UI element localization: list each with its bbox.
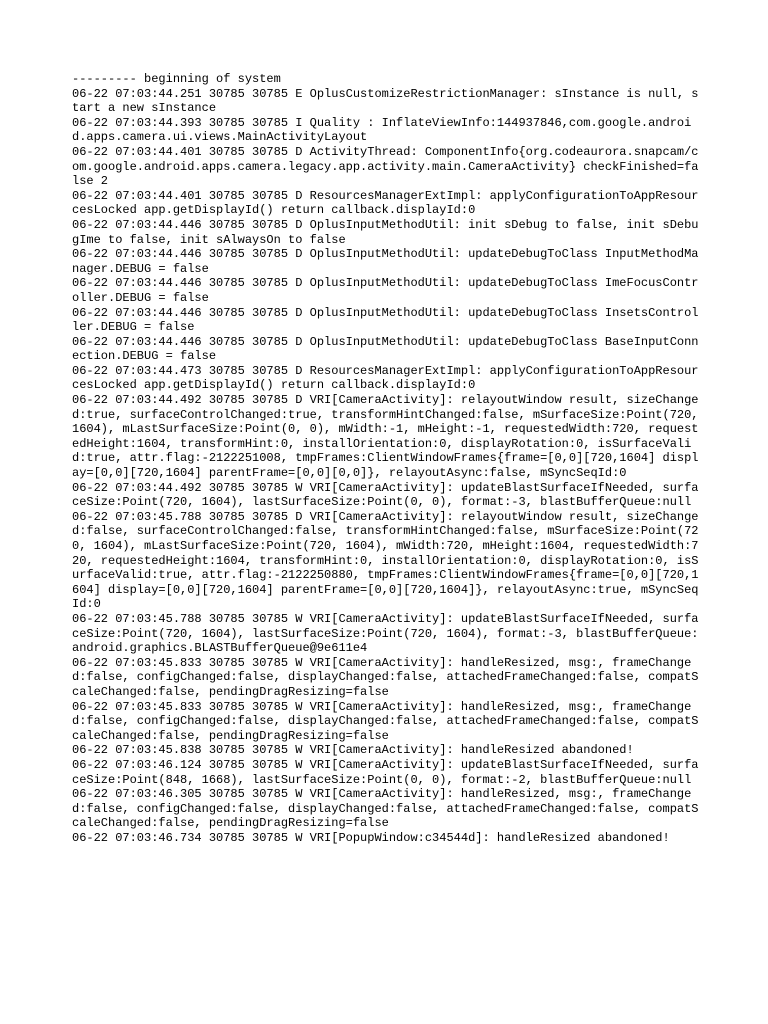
log-line: 06-22 07:03:44.401 30785 30785 D ActivityThread: ComponentInfo{org.codeaurora.snapcam/com.google.android.apps.camera.legacy.app.activity.main.CameraActivity} checkFinished=false 2 [72,144,699,189]
log-line: 06-22 07:03:44.473 30785 30785 D ResourcesManagerExtImpl: applyConfigurationToAppResourcesLocked app.getDisplayId() return callback.displayId:0 [72,363,699,393]
log-line: 06-22 07:03:46.734 30785 30785 W VRI[PopupWindow:c34544d]: handleResized abandoned! [72,830,670,845]
log-line: --------- beginning of system [72,72,281,86]
log-line: 06-22 07:03:44.446 30785 30785 D OplusInputMethodUtil: updateDebugToClass InsetsController.DEBUG = false [72,305,699,335]
log-line: 06-22 07:03:45.788 30785 30785 D VRI[CameraActivity]: relayoutWindow result, sizeChanged:false, surfaceControlChanged:false, transformHintChanged:false, mSurfaceSize:Point(720, 1604), mLastSurfaceSize:Point(720, 1604), mWidth:720, mHeight:1604, requestedWidth:720, requestedHeight:1604, transformHint:0, installOrientation:0, displayRotation:0, isSurfaceValid:true, attr.flag:-2122250880, tmpFrames:ClientWindowFrames{frame=[0,0][720,1604] display=[0,0][720,1604] parentFrame=[0,0][720,1604]}, relayoutAsync:true, mSyncSeqId:0 [72,509,699,612]
log-line: 06-22 07:03:45.833 30785 30785 W VRI[CameraActivity]: handleResized, msg:, frameChanged:false, configChanged:false, displayChanged:false, attachedFrameChanged:false, compatScaleChanged:false, pendingDragResizing=false [72,655,699,699]
log-line: 06-22 07:03:45.788 30785 30785 W VRI[CameraActivity]: updateBlastSurfaceIfNeeded, surfaceSize:Point(720, 1604), lastSurfaceSize:Point(720, 1604), format:-3, blastBufferQueue:android.graphics.BLASTBufferQueue@9e611e4 [72,611,699,656]
log-line: 06-22 07:03:44.446 30785 30785 D OplusInputMethodUtil: updateDebugToClass ImeFocusController.DEBUG = false [72,276,699,305]
log-line: 06-22 07:03:45.838 30785 30785 W VRI[CameraActivity]: handleResized abandoned! [72,743,634,758]
log-line: 06-22 07:03:44.446 30785 30785 D OplusInputMethodUtil: updateDebugToClass BaseInputConnection.DEBUG = false [72,334,699,364]
log-line: 06-22 07:03:44.492 30785 30785 W VRI[CameraActivity]: updateBlastSurfaceIfNeeded, surfaceSize:Point(720, 1604), lastSurfaceSize:Point(0, 0), format:-3, blastBufferQueue:null [72,480,699,510]
log-line: 06-22 07:03:46.305 30785 30785 W VRI[CameraActivity]: handleResized, msg:, frameChanged:false, configChanged:false, displayChanged:false, attachedFrameChanged:false, compatScaleChanged:false, pendingDragResizing=false [72,787,699,831]
log-line: 06-22 07:03:45.833 30785 30785 W VRI[CameraActivity]: handleResized, msg:, frameChanged:false, configChanged:false, displayChanged:false, attachedFrameChanged:false, compatScaleChanged:false, pendingDragResizing=false [72,699,699,743]
log-line: 06-22 07:03:46.124 30785 30785 W VRI[CameraActivity]: updateBlastSurfaceIfNeeded, surfaceSize:Point(848, 1668), lastSurfaceSize:Point(0, 0), format:-2, blastBufferQueue:null [72,757,699,787]
log-line: 06-22 07:03:44.446 30785 30785 D OplusInputMethodUtil: updateDebugToClass InputMethodManager.DEBUG = false [72,247,699,276]
log-line: 06-22 07:03:44.393 30785 30785 I Quality : InflateViewInfo:144937846,com.google.android.apps.camera.ui.views.MainActivityLayout [72,115,692,145]
log-document [72,72,706,845]
log-line: 06-22 07:03:44.446 30785 30785 D OplusInputMethodUtil: init sDebug to false, init sDebugIme to false, init sAlwaysOn to false [72,217,699,247]
log-line: 06-22 07:03:44.492 30785 30785 D VRI[CameraActivity]: relayoutWindow result, sizeChanged:true, surfaceControlChanged:true, transformHintChanged:false, mSurfaceSize:Point(720, 1604), mLastSurfaceSize:Point(0, 0), mWidth:-1, mHeight:-1, requestedWidth:720, requestedHeight:1604, transformHint:0, installOrientation:0, displayRotation:0, isSurfaceValid:true, attr.flag:-2122251008, tmpFrames:ClientWindowFrames{frame=[0,0][720,1604] display=[0,0][720,1604] parentFrame=[0,0][0,0]}, relayoutAsync:false, mSyncSeqId:0 [72,393,706,481]
log-line: 06-22 07:03:44.401 30785 30785 D ResourcesManagerExtImpl: applyConfigurationToAppResourcesLocked app.getDisplayId() return callback.displayId:0 [72,188,699,218]
log-line: 06-22 07:03:44.251 30785 30785 E OplusCustomizeRestrictionManager: sInstance is null, start a new sInstance [72,86,699,116]
